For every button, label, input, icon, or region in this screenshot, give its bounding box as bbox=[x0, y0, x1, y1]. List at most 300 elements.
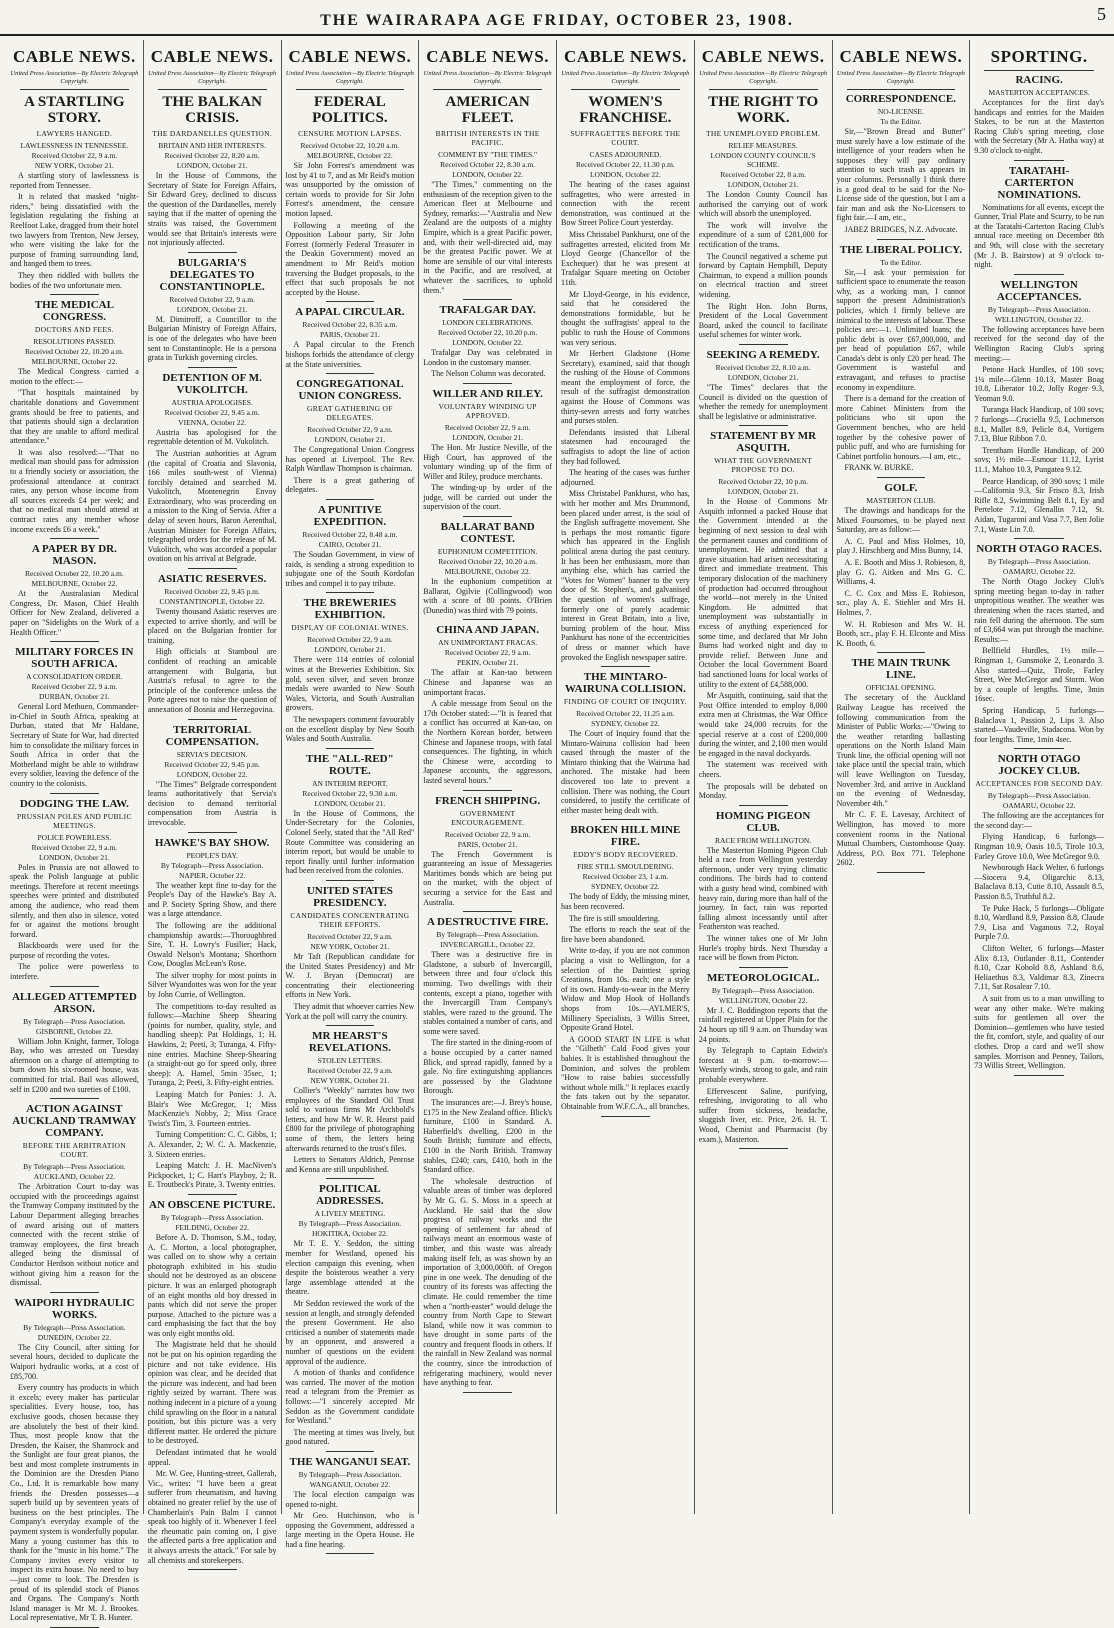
article-divider bbox=[326, 1178, 375, 1179]
column-rule bbox=[296, 89, 405, 90]
article-paragraph: Mr Seddon reviewed the work of the session at length, and strongly defended the present Government. He also criticised a number of statements made by an opponent, and answered a number of questions on the evident approval of the audience. bbox=[285, 1299, 415, 1366]
article-dateline: EUPHONIUM COMPETITION. bbox=[437, 547, 538, 557]
article-headline: MILITARY FORCES IN SOUTH AFRICA. bbox=[15, 646, 134, 671]
article-paragraph: Miss Christabel Pankhurst, who has, with her mother and Mrs Drummond, been placed under arrest, is the soul of the English suffragette movement. She is perhaps the most romantic figure which has appeared in the English political arena during the past century. It has been her enthusiasm, more than anything else, which has carried the "Votes for Women" banner to the very door of St. Stephen's, and galvanised the question of women's suffrage, formerly one of purely academic interest in Great Britain, into a live, burning problem of the hour. Miss Pankhurst has none of the eccentricities of dress or manner which have provoked the English newspaper satire. bbox=[561, 489, 690, 662]
article-dateline: LONDON, October 21. bbox=[314, 435, 386, 445]
article-divider bbox=[601, 819, 650, 820]
article-paragraph: Acceptances for the first day's handicaps and entries for the Maiden Stakes, to be run at the Masterton Racing Club's spring meeting, close with the Secretary (Mr A. Hatha way) at 9.30 o'clock to-night. bbox=[974, 98, 1104, 155]
article-paragraph: The local election campaign was opened to-night. bbox=[285, 1489, 415, 1509]
article-paragraph: "That hospitals maintained by charitable donations and Government grants should be free to patients, and that patients should sign a declaration that they are unable to afford medical attendance." bbox=[10, 388, 139, 446]
article-dateline: By Telegraph—Press Association. bbox=[987, 304, 1091, 314]
column-header: CABLE NEWS. bbox=[839, 47, 963, 66]
column-header: CABLE NEWS. bbox=[564, 47, 687, 66]
article bbox=[10, 94, 139, 295]
news-columns bbox=[6, 40, 1108, 1623]
article-dateline: WANGANUI, October 22. bbox=[309, 1479, 391, 1489]
article-subheading: FINDING OF COURT OF INQUIRY. bbox=[563, 697, 687, 707]
article-dateline: LONDON, October 21. bbox=[727, 487, 799, 497]
column-header: CABLE NEWS. bbox=[701, 47, 825, 66]
article-dateline: RESOLUTIONS PASSED. bbox=[33, 337, 116, 347]
article-subheading: WHAT THE GOVERNMENT PROPOSE TO DO. bbox=[714, 456, 813, 475]
article-paragraph: The Right Hon. John Burns, President of the Local Government Board, asked the council to facilitate useful schemes for winter work. bbox=[698, 301, 828, 340]
article-headline: A STARTLING STORY. bbox=[24, 94, 125, 126]
article-divider bbox=[463, 1392, 512, 1393]
article-divider bbox=[739, 344, 788, 345]
article-paragraph: By Telegraph to Captain Edwin's forecast at 9 p.m. to-morrow:—Westerly winds, strong to gale, and rain probable everywhere. bbox=[698, 1046, 828, 1084]
article-dateline: DURBAN, October 21. bbox=[38, 692, 110, 702]
article-headline: POLITICAL ADDRESSES. bbox=[316, 1183, 384, 1208]
article-paragraph: Defendants insisted that Liberal statesmen had encouraged the suffragists to adopt the line of action they had followed. bbox=[561, 427, 690, 466]
article-paragraph: Before A. D. Thomson, S.M., today, A. C. Morton, a local photographer, was called on to show why a certain photograph exhibited in his studio should not be destroyed as an obscene picture. It was an enlarged photograph of an eight months old boy dressed in pants which did not serve the proper purpose. Attached to the picture was a card emphasising the fact that the boy was only eight months old. bbox=[147, 1232, 277, 1338]
article bbox=[148, 837, 277, 1195]
article-dateline: Received October 22, 11.25 a.m. bbox=[576, 709, 675, 719]
article bbox=[974, 74, 1104, 161]
article-headline: THE MAIN TRUNK LINE. bbox=[851, 657, 951, 682]
article-paragraph: Mr Lloyd-George, in his evidence, said that he considered the demonstrations formidable, but he thought the suffragists' appeal to the public to rush the House of Commons was very serious. bbox=[561, 289, 690, 347]
article-dateline: By Telegraph—Press Association. bbox=[436, 930, 539, 940]
article bbox=[974, 543, 1104, 749]
article-dateline: COMMENT BY "THE TIMES." bbox=[438, 150, 538, 159]
article-dateline: Received October 22, 9 a.m. bbox=[307, 425, 393, 435]
article-paragraph: A. E. Booth and Miss J. Robieson, 8, play G. G. Aitken and Mrs G. C. Williams, 4. bbox=[836, 557, 966, 587]
article-paragraph: In the House of Commons, the Secretary of State for Foreign Affairs, Sir Edward Grey, declined to discuss the question of the Dardanelles, merely saying that if the matter of opening the straits was raised, the Government would see that Britain's interests were not injuriously affected. bbox=[147, 171, 277, 248]
article-paragraph: Poles in Prussia are not allowed to speak the Polish language at public meetings. Therefore at recent meetings speeches were printed and distributed among the audience, who read them silently, and then also in silence, voted for or against the motions brought forward. bbox=[10, 862, 139, 939]
article-dateline: LONDON, October 21. bbox=[176, 304, 248, 314]
article-headline: HOMING PIGEON CLUB. bbox=[715, 809, 811, 834]
article-paragraph: Trafalgar Day was celebrated in London in the customary manner. bbox=[423, 348, 552, 367]
article-paragraph: "The Times'" Belgrade correspondent learns authoritatively that Servia's decision to demand territorial compensation from Austria is irrevocable. bbox=[147, 779, 277, 827]
article bbox=[699, 810, 828, 968]
article-paragraph: It is related that masked "night-riders," being dissatisfied with the legislation regulating the fishing at Reelfoot Lake, dragged from their hotel two lawyers from Trenton, New Jersey, who were visiting the lake for the purpose of framing surrounding land, and hanged them to trees. bbox=[10, 192, 139, 269]
article-dateline: LONDON COUNTY COUNCIL'S SCHEME. bbox=[710, 151, 816, 169]
article-dateline: By Telegraph—Press Association. bbox=[23, 1162, 126, 1172]
article-divider bbox=[739, 805, 788, 806]
article-paragraph: A startling story of lawlessness is reported from Tennessee. bbox=[10, 171, 139, 190]
article-dateline: BRITAIN AND HER INTERESTS. bbox=[158, 141, 266, 150]
column-header: CABLE NEWS. bbox=[150, 47, 274, 66]
article bbox=[286, 1183, 415, 1451]
article-divider bbox=[188, 719, 237, 720]
article bbox=[286, 378, 415, 500]
article-paragraph: General Lord Methuen, Commander-in-Chief in South Africa, speaking at Durban, stated that Mr Haldane, Secretary of State for War, had directed him to consolidate the military forces in South Africa in order that the Motherland might be able to withdraw every soldier, leaving the defence of the country to the colonists. bbox=[10, 702, 139, 788]
article-headline: A PAPAL CIRCULAR. bbox=[295, 306, 405, 319]
article-divider bbox=[326, 880, 375, 881]
article-dateline: By Telegraph—Press Association. bbox=[987, 557, 1091, 567]
article bbox=[423, 388, 552, 517]
article bbox=[286, 885, 415, 1026]
article-subheading: DISPLAY OF COLONIAL WINES. bbox=[291, 623, 409, 633]
article-dateline: LONDON, October 21. bbox=[727, 180, 799, 189]
article-dateline: Received October 22, 9 a.m. bbox=[31, 842, 118, 852]
article-headline: THE MINTARO-WAIRUNA COLLISION. bbox=[564, 671, 686, 696]
article-headline: A PUNITIVE EXPEDITION. bbox=[313, 504, 387, 529]
article-divider bbox=[1014, 1075, 1064, 1076]
article-headline: WOMEN'S FRANCHISE. bbox=[579, 94, 672, 126]
article-dateline: AUCKLAND, October 22. bbox=[33, 1172, 115, 1182]
article-paragraph: The newspapers comment favourably on the excellent display by New South Wales and South Australia. bbox=[285, 715, 415, 744]
column-header: CABLE NEWS. bbox=[288, 47, 412, 66]
article-paragraph: Trentham Hurdle Handicap, of 200 sovs; 1½ mile—Esmour 11.12, Lyrist 11.1, Mahoo 10.3, Pungatea 9.12. bbox=[974, 445, 1104, 475]
article-paragraph: The Austrian authorities at Agram (the capital of Croatia and Slavonia, 166 miles south-west of Vienna) forcibly detained and searched M. Vukolitch, Montenegrin Envoy Extraordinary, who was proceeding on a mission to the King of Servia. After a delay of seven hours, Baron Aerenthal, Austrian Minister for Foreign Affairs, telegraphed orders for the release of M. Vukolitch, who was accorded a popular ovation on his arrival at Belgrade. bbox=[147, 448, 277, 564]
article bbox=[974, 165, 1104, 275]
article-paragraph: The winding-up by order of the judge, will be carried out under the supervision of the court. bbox=[423, 483, 552, 512]
article-dateline: LONDON, October 22. bbox=[452, 170, 524, 179]
article-dateline: Received October 22, 9 a.m. bbox=[31, 151, 118, 160]
article-headline: THE "ALL-RED" ROUTE. bbox=[306, 752, 394, 777]
article-paragraph: Leaping Match for Ponies: J. A. Blair's Wee McGregor, 1; Miss MacKenzie's Nobby, 2; Miss Grace Twist's Tim, 3. Fourteen entries. bbox=[147, 1090, 277, 1128]
article-dateline: By Telegraph—Press Association. bbox=[298, 1469, 402, 1479]
article-dateline: CASES ADJOURNED. bbox=[589, 150, 662, 159]
article-dateline: LONDON, October 21. bbox=[314, 645, 386, 655]
article-dateline: By Telegraph—Press Association. bbox=[298, 1219, 402, 1229]
article-dateline: RELIEF MEASURES. bbox=[728, 141, 798, 150]
article-dateline: FEILDING, October 22. bbox=[175, 1222, 249, 1232]
article-paragraph: The insurances are:—J. Brey's house, £175 in the New Zealand office. Blick's furniture, £100 in Standard. A. Haberfield's dwelling, £200 in the South British; furniture and effects, £100 in the North British. Tramway stables, £240; cars, £410, both in the Standard office. bbox=[423, 1098, 552, 1175]
article-headline: THE LIBERAL POLICY. bbox=[839, 243, 962, 256]
article-paragraph: The following acceptances have been received for the second day of the Wellington Racing Club's spring meeting:— bbox=[974, 324, 1104, 363]
article-subheading: VOLUNTARY WINDING UP APPROVED. bbox=[438, 401, 537, 420]
article-dateline: Received October 22, 8.30 a.m. bbox=[440, 160, 536, 169]
article-dateline: MELBOURNE, October 22. bbox=[31, 579, 118, 589]
article-paragraph: Bellfield Hurdles, 1½ mile—Ringman 1, Gunsmoke 2, Leonardo 3. Also started—Quiz, Tirole, Farley Street, Wee McGregor and Storm. Won by a couple of lengths. Time, 3min 16sec. bbox=[974, 646, 1104, 704]
article-paragraph: Mr Asquith, continuing, said that the Post Office intended to employ 8,000 extra men at Christmas, the War Office would take 24,000 recruits for the special reserve at a cost of £200,000 during the winter, and 2,100 men would be engaged in the naval dockyards. bbox=[698, 691, 828, 758]
article bbox=[10, 1103, 139, 1293]
article bbox=[699, 972, 828, 1149]
article-paragraph: The efforts to reach the seat of the fire have been abandoned. bbox=[561, 925, 690, 944]
article-dateline: MELBOURNE, October 22. bbox=[306, 151, 393, 160]
agency-credit: United Press Association—By Electric Telegraph Copyright. bbox=[148, 70, 277, 85]
article-divider bbox=[188, 1569, 237, 1570]
article-divider bbox=[50, 641, 99, 642]
article-dateline: AN UNIMPORTANT FRACAS. bbox=[438, 638, 538, 648]
article-headline: DETENTION OF M. VUKOLITCH. bbox=[162, 371, 262, 396]
article-paragraph: A GOOD START IN LIFE is what the "Gilbeth" Cald Food gives your babies. It is established throughout the Dominion, and solves the problem "How to raise babies successfully without whole milk." It replaces exactly the fats taken out by the separator. Obtainable from W.F.C.A., all branches. bbox=[561, 1034, 690, 1111]
article-paragraph: A suit from us to a man unwilling to wear any other make. We're making suits for gentlemen all over the Dominion—gentlemen who have tested the fit, comfort, style, and quality of our clothes. Drop a card and we'll show samples. Morrison and Penney, Tailors, 73 Willis Street, Wellington. bbox=[974, 993, 1104, 1071]
article-paragraph: The North Otago Jockey Club's spring meeting began to-day in rather unpropitious weather. The weather was threatening when the races started, and rain fell during the afternoon. The sum of £3,664 was put through the machine. Results:— bbox=[974, 577, 1104, 644]
article-paragraph: There was a destructive fire in Gladstone, a suburb of Invercargill, between three and four o'clock this morning. Two dwellings with their contents, except a piano, together with the Invercargill Tram Company's stables, were razed to the ground. The stables contained a number of carts, and some were saved. bbox=[423, 950, 552, 1036]
article-headline: WAIPORI HYDRAULIC WORKS. bbox=[14, 1296, 135, 1321]
article-paragraph: The following are the acceptances for the second day:— bbox=[974, 811, 1104, 830]
article-divider bbox=[50, 294, 99, 295]
article-headline: CHINA AND JAPAN. bbox=[436, 624, 540, 637]
article-divider bbox=[50, 986, 99, 987]
article-subheading: ACCEPTANCES FOR SECOND DAY. bbox=[975, 779, 1103, 789]
article bbox=[10, 991, 139, 1100]
article-dateline: PEOPLE'S DAY. bbox=[186, 850, 238, 860]
article-dateline: NEW YORK, October 21. bbox=[310, 941, 390, 951]
article-headline: BROKEN HILL MINE FIRE. bbox=[570, 824, 681, 849]
article-divider bbox=[50, 1292, 99, 1293]
news-column bbox=[6, 40, 144, 1623]
article-paragraph: Mr C. F. E. Lavesay, Architect of Wellington, has moved to more convenient rooms in the National Mutual Chambers, Customhouse Quay. Address, P.O. Box 771. Telephone 2602. bbox=[836, 810, 966, 868]
article-paragraph: The Hon. Mr Justice Neville, of the High Court, has approved of the voluntary winding up of the firm of Willer and Riley, produce merchants. bbox=[423, 442, 552, 481]
article-divider bbox=[326, 373, 375, 374]
article-paragraph: The affair at Kan-tao between Chinese and Japanese was an unimportant fracas. bbox=[423, 668, 552, 697]
article bbox=[286, 753, 415, 881]
agency-credit: United Press Association—By Electric Telegraph Copyright. bbox=[836, 70, 965, 85]
article bbox=[423, 94, 552, 300]
article-dateline: Received October 22, 9.45 a.m. bbox=[164, 407, 260, 417]
article-paragraph: The Magistrate held that he should not be put on his opinion regarding the picture and not take evidence. His opinion was clear, and he decided that the picture was indecent, and had been rightly seized by warrant. There was nothing indecent in a picture of a young child sprawling on the floor in a natural position, but this picture was a very different matter. He ordered the picture to be destroyed. bbox=[147, 1340, 277, 1446]
article-dateline: Received October 22, 9 a.m. bbox=[444, 648, 531, 658]
article-paragraph: They admit that whoever carries New York at the poll will carry the country. bbox=[285, 1001, 415, 1021]
article bbox=[10, 543, 139, 642]
article-headline: ASIATIC RESERVES. bbox=[158, 573, 267, 586]
article-divider bbox=[463, 619, 512, 620]
article bbox=[10, 646, 139, 793]
article-dateline: Received October 22, 10 p.m. bbox=[718, 477, 808, 487]
article-dateline: Received October 22, 8.35 a.m. bbox=[302, 320, 398, 330]
article-dateline: LONDON, October 21. bbox=[727, 372, 799, 382]
article-subheading: GOVERNMENT ENCOURAGEMENT. bbox=[451, 808, 525, 827]
masthead-title: THE WAIRARAPA AGE FRIDAY, OCTOBER 23, 1908. bbox=[320, 12, 794, 29]
article-dateline: By Telegraph—Press Association. bbox=[23, 1016, 126, 1026]
column-header: CABLE NEWS. bbox=[426, 47, 549, 66]
article-paragraph: The weather kept fine to-day for the People's Day of the Hawke's Bay A. and P. Society Spring Show, and there was a large attendance. bbox=[147, 880, 277, 919]
article-headline: THE WANGANUI SEAT. bbox=[289, 1455, 411, 1468]
news-column bbox=[695, 40, 833, 1514]
article-dateline: Received October 22, 9 a.m. bbox=[307, 931, 393, 941]
article-dateline: HOKITIKA, October 22. bbox=[311, 1229, 388, 1239]
article-headline: CONGREGATIONAL UNION CONGRESS. bbox=[296, 378, 404, 403]
article bbox=[10, 1297, 139, 1628]
article-divider bbox=[188, 367, 237, 368]
article-paragraph: Mr T. E. Y. Seddon, the sitting member for Westland, opened his election campaign this evening, when despite the boisterous weather a very large assemblage attended at the theatre. bbox=[285, 1239, 415, 1297]
article-headline: NORTH OTAGO RACES. bbox=[976, 543, 1102, 556]
article-paragraph: The fire started in the dining-room of a house occupied by a carter named Blick, and spread rapidly, fanned by a gale. No fire extinguishing appliances are possessed by the Gladstone Borough. bbox=[423, 1038, 552, 1096]
article bbox=[148, 94, 277, 253]
article-paragraph: There were 114 entries of colonial wines at the Breweries Exhibition. Six gold, seven silver, and seven bronze medals were awarded to New South Wales, Victoria, and South Australian growers. bbox=[285, 655, 415, 713]
article-dateline: By Telegraph—Press Association. bbox=[987, 791, 1091, 801]
article-headline: FRENCH SHIPPING. bbox=[435, 794, 541, 807]
article-paragraph: Defendant intimated that he would appeal. bbox=[147, 1448, 277, 1467]
article-dateline: Received October 22, 9.30 a.m. bbox=[302, 788, 398, 798]
article-dateline: LAWLESSNESS IN TENNESSEE. bbox=[20, 141, 129, 150]
article-dateline: To the Editor. bbox=[880, 117, 922, 126]
article-paragraph: The Court of Inquiry found that the Mintaro-Wairuna collision had been caused through the master of the Mintaro thinking that the Wairuna had anchored. The mistake had been discovered too late to prevent a collision. There was nothing, the Court considered, to justify the certificate of either master being dealt with. bbox=[561, 729, 690, 815]
article bbox=[148, 1199, 277, 1570]
article-dateline: SYDNEY, October 22. bbox=[591, 882, 660, 892]
article bbox=[286, 597, 415, 748]
article-divider bbox=[188, 832, 237, 833]
article-dateline: LONDON, October 21. bbox=[314, 798, 386, 808]
article-divider bbox=[1014, 274, 1064, 275]
article bbox=[148, 724, 277, 833]
article bbox=[423, 521, 552, 620]
article bbox=[10, 798, 139, 987]
article-paragraph: Turanga Hack Handicap, of 100 sovs; 7 furlongs—Cruciella 9.5, Lochmerson 8.1, Mallet 8.9, Pelicle 8.4, Vortigern 7.13, Blue Ribbon 7.0. bbox=[974, 405, 1104, 444]
article-paragraph: Te Puke Hack, 5 furlongs—Obligate 8.10, Wardland 8.9, Passion 8.8, Claude 7.9, Lisa and Vaganous 7.2, Royal Purple 7.0. bbox=[974, 903, 1104, 942]
article-dateline: Received October 22, 8.20 a.m. bbox=[164, 151, 260, 160]
article-dateline: Received October 22, 9 a.m. bbox=[31, 682, 118, 692]
article-paragraph: Leaping Match: J. H. MacNiven's Pickpocket, 1; C. Hart's Playboy, 2; R. E. Troutbeck's Pirate, 3. Twenty entries. bbox=[147, 1161, 277, 1190]
article-paragraph: High officials at Stamboul are confident of reaching an amicable arrangement with Bulgaria, but Austria's refusal to agree to the principle of the conference unless the Porte agrees not to raise the question of annexation of Bosnia and Herzegovina. bbox=[147, 647, 277, 714]
agency-credit: United Press Association—By Electric Telegraph Copyright. bbox=[423, 70, 552, 85]
article-paragraph: Petone Hack Hurdles, of 100 sovs; 1¼ mile—Glenn 10.13, Master Boag 10.8, Liberator 10.2, Jolly Roger 9.3, Yeoman 9.0. bbox=[974, 365, 1104, 403]
article-paragraph: "The Times" declares that the Council is divided on the question of whether the remedy for unemployment shall be legislative or administrative. bbox=[698, 382, 828, 421]
article-dateline: Received October 22, 10.20 p.m. bbox=[438, 328, 538, 338]
article-paragraph: The work will involve the expenditure of a sum of £281,000 for rectification of the trams. bbox=[698, 220, 828, 249]
agency-credit: United Press Association—By Electric Telegraph Copyright. bbox=[561, 70, 690, 85]
column-rule bbox=[158, 89, 267, 90]
article-dateline: DUNEDIN, October 22. bbox=[37, 1332, 112, 1342]
article-paragraph: The Medical Congress carried a motion to the effect:— bbox=[10, 367, 139, 386]
article-paragraph: Nominations for all events, except the Gunner, Trial Plate and Scurry, to be run at the Taratahi-Carterton Racing Club's annual race meeting on December 8th and 9th, will close with the secretary (Mr J. B. Bairstow) at 9 o'clock to-night. bbox=[974, 202, 1104, 270]
article-dateline: Received October 22, 9.45 p.m. bbox=[164, 587, 260, 597]
news-column bbox=[970, 40, 1108, 1514]
article-paragraph: The Nelson Column was decorated. bbox=[431, 369, 546, 379]
article-dateline: Received October 22, 9 a.m. bbox=[444, 422, 531, 432]
article-divider bbox=[50, 793, 99, 794]
article-paragraph: Flying Handicap, 6 furlongs—Ringman 10.9, Oasis 10.5, Tirole 10.3, Farley Grove 10.0, Wee McGregor 9.0. bbox=[974, 832, 1104, 861]
article-divider bbox=[188, 252, 237, 253]
article-paragraph: Sir John Forrest's amendment was lost by 41 to 7, and as Mr Reid's motion was unsupported by the omission of certain words to provide for Sir John Forrest's amendment, the censure motion lapsed. bbox=[285, 161, 415, 218]
article-dateline: LONDON CELEBRATIONS. bbox=[442, 318, 534, 328]
article-paragraph: The fire is still smouldering. bbox=[569, 913, 660, 923]
article-headline: METEOROLOGICAL. bbox=[707, 971, 820, 984]
article-divider bbox=[601, 1116, 650, 1117]
article-paragraph: Sir,—I ask your permission for sufficient space to enumerate the reason why, as a working man, I cannot support the present Administration's policies, which I firmly believe are inimical to the interests of labour. These policies are:—1. Unlimited loans; the public debt is over £67,000,000, and per head of population £67, while Canada's debt is only £20 per head. The Government is wasteful and extravagant, and refuses to practise economy in expenditure. bbox=[836, 267, 966, 392]
article-paragraph: The hearing of the cases was further adjourned. bbox=[561, 468, 690, 487]
article-dateline: A CONSOLIDATION ORDER. bbox=[26, 672, 123, 682]
article bbox=[699, 349, 828, 426]
article bbox=[837, 657, 966, 873]
article-paragraph: It was also resolved:—"That no medical man should pass for admission to a friendly society or association, the professional attendance at contract rates, any person whose income from all sources exceeds £4 per week; and that no medical man should attend at contract rates any member whose income exceeds £6 a week." bbox=[10, 447, 139, 534]
article-paragraph: The body of Eddy, the missing miner, has been recovered. bbox=[561, 892, 690, 912]
article-dateline: STOLEN LETTERS. bbox=[317, 1056, 383, 1066]
article-dateline: WELLINGTON, October 22. bbox=[718, 995, 808, 1005]
article-divider bbox=[463, 911, 512, 912]
article-headline: WELLINGTON ACCEPTANCES. bbox=[996, 278, 1082, 303]
article-headline: HAWKE'S BAY SHOW. bbox=[154, 836, 270, 849]
article bbox=[286, 1030, 415, 1179]
article-dateline: By Telegraph—Press Association. bbox=[160, 1212, 264, 1222]
article-headline: DODGING THE LAW. bbox=[19, 797, 129, 810]
article-paragraph: W. H. Robieson and Mrs W. H. Booth, scr., play F. H. Elconte and Miss K. Booth, 6. bbox=[836, 619, 966, 648]
article bbox=[561, 94, 690, 667]
article-paragraph: The meeting at times was lively, but good natured. bbox=[285, 1427, 415, 1447]
article bbox=[10, 299, 139, 539]
article-paragraph: Write to-day, if you are not common placing a visit to Wellington, for a selection of the Daintiest spring Creations, from 10s. each; one a style of its own. Handy-to-wear in the Merry Widow and Mop Hook of Holland's shops from 10s.—AYLMER'S, Millinery Specialists, 3 Willis Street, Opposite Grand Hotel. bbox=[561, 946, 690, 1033]
article bbox=[699, 94, 828, 345]
article-dateline: Received October 22, 9 a.m. bbox=[444, 829, 531, 839]
article-paragraph: Mr Geo. Hutchinson, who is opposing the Government, addressed a large meeting in the Opera House. He had a fine hearing. bbox=[285, 1511, 415, 1549]
article-paragraph: The drawings and handicaps for the Mixed Foursomes, to be played next Saturday, are as follow:— bbox=[836, 506, 966, 535]
article bbox=[148, 573, 277, 720]
article-dateline: AUSTRIA APOLOGISES. bbox=[171, 397, 253, 407]
article-headline: AMERICAN FLEET. bbox=[445, 94, 530, 126]
article-dateline: Received October 23, 1 a.m. bbox=[582, 872, 669, 882]
article-paragraph: The Soudan Government, in view of raids, is sending a strong expedition to subjugate one of the South Kordofan tribes and compel it to pay tribute. bbox=[285, 550, 415, 588]
article-paragraph: The wholesale destruction of valuable areas of timber was deplored by Mr G. G. S. Moss in a speech at Auckland. He said that the slow progress of railway works and the opening of settlement far ahead of railways meant an enormous waste of timber, and this waste was already making itself felt, as was shown by an importation of 3,000,000ft. of Oregon pine in one week. The denuding of the country of its forests was affecting the climate. He could remember the time when a "north-easter" would deluge the country from North Cape to Stewart Island, while now it was common to have drought in some parts of the country and frequent floods in others. If the rainfall in New Zealand was normal the country, since the introduction of refrigerating machinery, would never have anything to fear. bbox=[423, 1176, 552, 1388]
article-paragraph: Miss Christabel Pankhurst, one of the suffragettes arrested, elicited from Mr Lloyd George (Chancellor of the Exchequer) that he was present at Trafalgar Square meeting on October 11th. bbox=[561, 229, 690, 287]
article-paragraph: The statement was received with cheers. bbox=[698, 760, 828, 779]
article-paragraph: The London County Council has authorised the carrying out of work which will absorb the unemployed. bbox=[698, 190, 828, 219]
article bbox=[286, 94, 415, 302]
article-paragraph: Following a meeting of the Opposition Labour party, Sir John Forrest (formerly Federal Treasurer in the Deakin Government) moved an amendment to Mr Reid's motion traversing the Budget proposals, to the effect that such proposals be not accepted by the House. bbox=[285, 220, 415, 297]
article-dateline: PEKIN, October 21. bbox=[457, 658, 519, 668]
article bbox=[837, 244, 966, 478]
article-dateline: NEW YORK, October 21. bbox=[34, 161, 114, 170]
article-headline: WILLER AND RILEY. bbox=[432, 387, 543, 400]
article-paragraph: Mr Taft (Republican candidate for the United States Presidency) and Mr W. J. Bryan (Democrat) are concentrating their electioneering efforts in New York. bbox=[285, 951, 415, 1000]
article-divider bbox=[326, 592, 375, 593]
article-subheading: CANDIDATES CONCENTRATING THEIR EFFORTS. bbox=[290, 910, 410, 929]
article bbox=[286, 504, 415, 593]
article-dateline: AN INTERIM REPORT. bbox=[312, 778, 388, 788]
article bbox=[423, 916, 552, 1393]
article-paragraph: Mr. W. Gee, Hunting-street, Gallerah, Vic., writes: "I have been a great sufferer from rheumatism, and having obtained no greater relief by the use of Chamberlain's Pain Balm I cannot speak too highly of it. Whenever I feel the rheumatic pain coming on, I give the affected parts a free application and it always arrests the attack." For sale by all chemists and storekeepers. bbox=[147, 1469, 277, 1565]
article-divider bbox=[50, 1098, 99, 1099]
article-dateline: SERVIA'S DECISION. bbox=[176, 749, 248, 759]
article-paragraph: In the House of Commons Mr Asquith informed a packed House that the Government intended at the beginning of next session to deal with the permanent causes and conditions of unemployment. He admitted that a grave situation had arisen necessitating direct and immediate treatment. This temporary dislocation of the machinery of production had occurred throughout the world—not merely in the United Kingdom. He admitted that unemployment was substantially in excess of anything experienced for some time, and declared that Mr John Burns had worked night and day to provide relief. Between June and October the local Government Board had sanctioned loans for local works of utility to the extent of £4,588,000. bbox=[698, 497, 828, 689]
article-paragraph: A cable message from Seoul on the 17th October stated:—"It is feared that a conflict has occurred at Kan-tao, on the Northern Korean border, between Chinese and Japanese troops, with fatal consequences. The fighting, in which the Chinese were, according to Japanese accounts, the aggressors, lasted several hours." bbox=[423, 699, 552, 785]
article-paragraph: Collier's "Weekly" narrates how two employees of the Standard Oil Trust sold to various firms Mr Archbold's letters, and how Mr W. R. Hearst paid £800 for the privilege of photographing some of them, the letters being afterwards returned to the trust's files. bbox=[285, 1086, 415, 1153]
article-dateline: Received October 22, 10.20 a.m. bbox=[25, 347, 124, 357]
article-dateline: INVERCARGILL, October 22. bbox=[440, 940, 535, 950]
article-divider bbox=[877, 872, 926, 873]
article-divider bbox=[188, 568, 237, 569]
news-column bbox=[282, 40, 420, 1549]
article-headline: GOLF. bbox=[884, 482, 918, 494]
article bbox=[974, 279, 1104, 539]
article-dateline: LONDON, October 22. bbox=[452, 338, 524, 348]
article-dateline: WELLINGTON, October 22. bbox=[994, 314, 1084, 324]
article-dateline: NEW YORK, October 21. bbox=[310, 1076, 390, 1086]
article-headline: A PAPER BY DR. MASON. bbox=[31, 543, 117, 568]
article-paragraph: The Masterton Homing Pigeon Club held a race from Wellington yesterday afternoon, under very trying climatic conditions. The birds had to contend with a gusty head wind, combined with heavy rain, during more than half of the journey. In fact, rain was reported falling almost incessantly until after Featherston was reached. bbox=[698, 845, 828, 932]
column-rule bbox=[709, 89, 818, 90]
article-paragraph: The winner takes one of Mr John Hurle's trophy birds. Next Thursday a race will be flown from Picton. bbox=[698, 934, 828, 963]
article-dateline: By Telegraph—Press Association. bbox=[23, 1322, 126, 1332]
article-paragraph: Turning Competition: C. C. Gibbs, 1; A. Alexander, 2; W. C. A. Mackenzie, 3. Sixteen entries. bbox=[147, 1130, 277, 1159]
article bbox=[837, 93, 966, 240]
masthead bbox=[0, 0, 1114, 36]
article-paragraph: Newborough Hack Welter, 6 furlongs—Siocera 9.4, Oligarchic 8.13, Balaclava 8.13, Cutie 8.10, Assault 8.5, Passion 8.5, Truthful 8.2. bbox=[974, 863, 1104, 902]
article-paragraph: Pearce Handicap, of 390 sovs; 1 mile—California 9.3, Sir Frisco 8.3, Irish Rifle 8.2, Swimming Belt 8.1, Ey and Pertelote 7.12, Glenallin 7.12, St. Aidan, Tugaroni and Vasa 7.7, Ben Jolie 7.1, Waste Lin 7.0. bbox=[974, 476, 1104, 534]
article-dateline: OFFICIAL OPENING. bbox=[865, 683, 936, 693]
article-headline: FEDERAL POLITICS. bbox=[312, 94, 388, 126]
article-dateline: By Telegraph—Press Association. bbox=[160, 860, 264, 870]
article-paragraph: At the Australasian Medical Congress, Dr. Mason, Chief Health Officer for New Zealand, delivered a paper on "Sidelights on the Work of a Health Officer." bbox=[10, 589, 139, 637]
article-headline: THE RIGHT TO WORK. bbox=[708, 94, 819, 126]
article-divider bbox=[326, 1451, 375, 1452]
article-paragraph: Effervescent Saline, purifying, refreshing, invigorating to all who suffer from sickness, headache, sluggish liver, etc. Price, 2/6. H. T. Wood, Chemist and Pharmacist (by exam.), Masterton. bbox=[698, 1086, 828, 1144]
article-divider bbox=[739, 967, 788, 968]
article-paragraph: Austria has apologised for the regrettable detention of M. Vukolitch. bbox=[147, 427, 277, 447]
article-dateline: OAMARU, October 22. bbox=[1002, 567, 1076, 577]
article-paragraph: C. C. Cox and Miss E. Robieson, scr., play A. E. Stiehler and Mrs H. Holmes, 7. bbox=[836, 588, 966, 617]
article bbox=[148, 257, 277, 368]
article-dateline: PARIS, October 21. bbox=[320, 330, 380, 340]
article-headline: TRAFALGAR DAY. bbox=[439, 304, 536, 317]
article-headline: NORTH OTAGO JOCKEY CLUB. bbox=[997, 753, 1081, 778]
article bbox=[423, 795, 552, 913]
article-paragraph: The competitions to-day resulted as follows:—Machine Sheep Shearing (points for number, quality, style, and handling sheep): Pat Holdings, 1; H. Hawkins, 2; Peeti, 3; Turanga, 4. Fifty-nine entries. Machine Sheep-Shearing (a straight-out go for speed only, three sheep): A. Hamel, 5min 35sec, 1; Turanga, 2; Peeti, 3. Fifty-eight entries. bbox=[147, 1001, 277, 1088]
article-headline: ACTION AGAINST AUCKLAND TRAMWAY COMPANY. bbox=[12, 1103, 137, 1140]
article-divider bbox=[1014, 160, 1064, 161]
article-paragraph: The silver trophy for most points in Silver Wyandottes was won for the year by John Currie, of Wellington. bbox=[147, 970, 277, 1000]
article-subheading: CENSURE MOTION LAPSES. bbox=[298, 129, 402, 138]
article-divider bbox=[463, 790, 512, 791]
article-subheading: SUFFRAGETTES BEFORE THE COURT. bbox=[570, 129, 681, 147]
article-dateline: CONSTANTINOPLE, October 22. bbox=[159, 597, 265, 607]
article-headline: BALLARAT BAND CONTEST. bbox=[440, 521, 535, 546]
article-dateline: Received October 22, 8 a.m. bbox=[720, 170, 806, 179]
article-dateline: VIENNA, October 22. bbox=[178, 417, 247, 427]
page-number: 5 bbox=[1097, 4, 1106, 24]
article-headline: SEEKING A REMEDY. bbox=[706, 348, 820, 361]
